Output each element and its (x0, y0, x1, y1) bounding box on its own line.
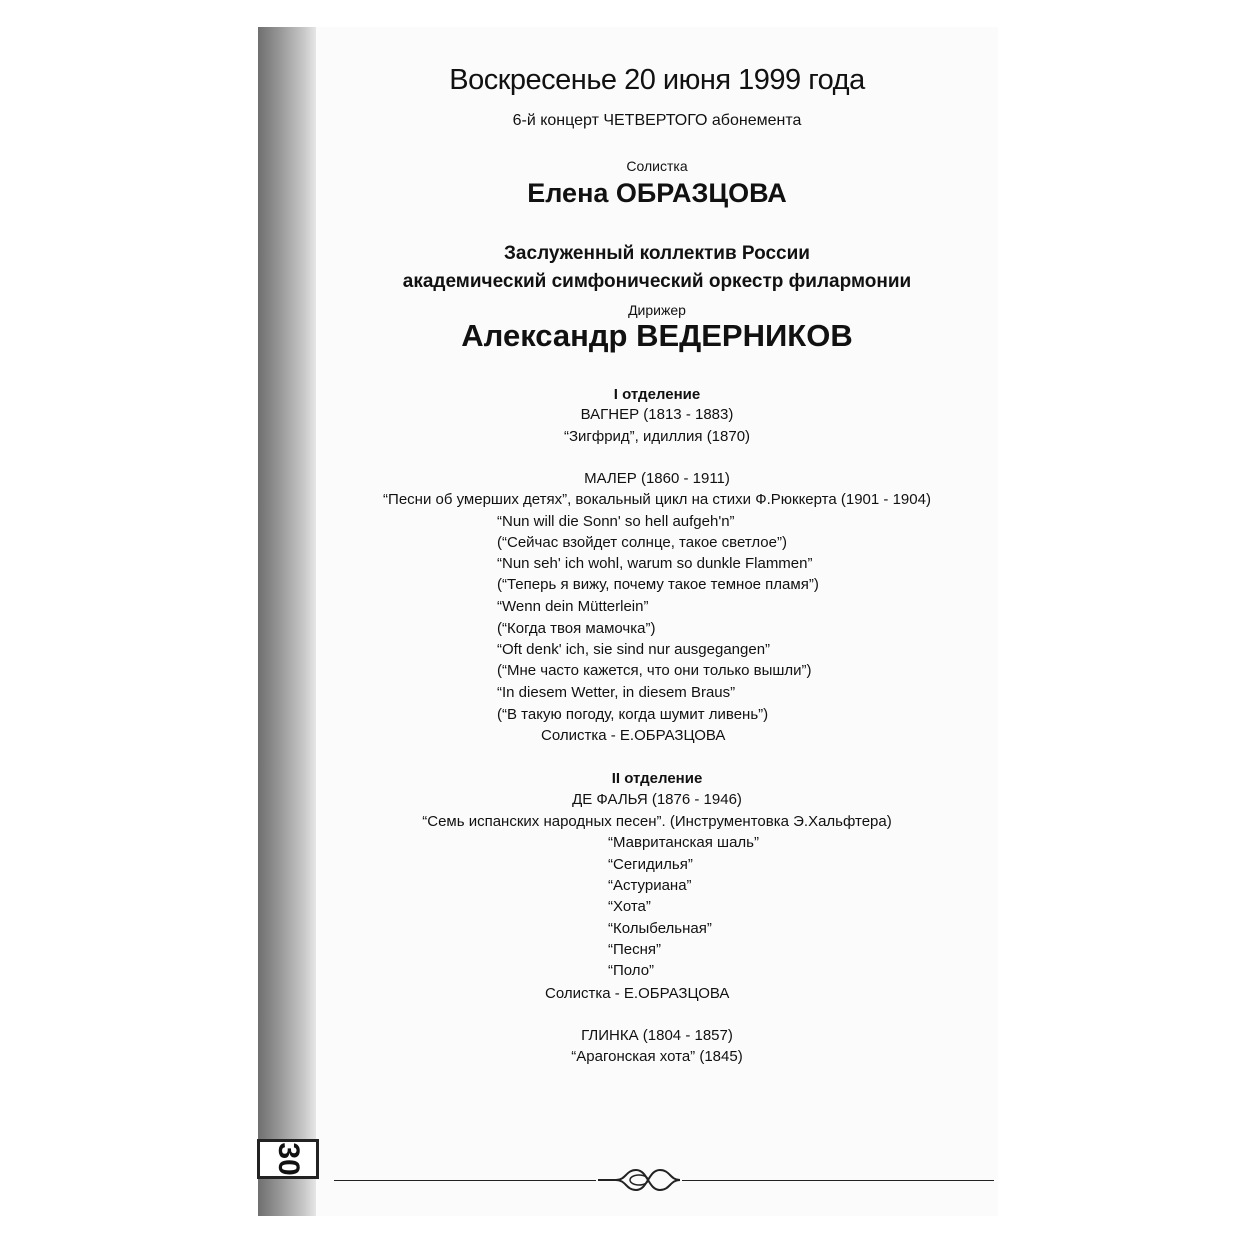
song-line: “Nun will die Sonn' so hell aufgeh'n” (497, 513, 735, 530)
song-line: “Oft denk' ich, sie sind nur ausgegangen” (497, 641, 771, 658)
song-line: “Колыбельная” (608, 920, 712, 937)
part2-work-aragonese-jota: “Арагонская хота” (1845) (571, 1048, 743, 1065)
song-line: “Поло” (608, 962, 655, 979)
footer-rule-left (334, 1180, 596, 1181)
flourish-ornament-icon (596, 1166, 682, 1194)
concert-date: Воскресенье 20 июня 1999 года (449, 64, 865, 96)
part1-work-siegfried: “Зигфрид”, идиллия (1870) (563, 428, 751, 445)
song-line: “In diesem Wetter, in diesem Braus” (497, 684, 736, 701)
song-line: (“Когда твоя мамочка”) (497, 620, 656, 637)
song-line: “Песня” (608, 941, 662, 958)
page-number: 30 (257, 1139, 319, 1179)
part1-composer-wagner: ВАГНЕР (1813 - 1883) (580, 406, 734, 423)
part2-soloist: Солистка - Е.ОБРАЗЦОВА (545, 985, 730, 1002)
orchestra-line-1: Заслуженный коллектив России (504, 243, 810, 264)
soloist-name: Елена ОБРАЗЦОВА (527, 178, 787, 208)
part1-soloist: Солистка - Е.ОБРАЗЦОВА (541, 727, 726, 744)
song-line: (“Теперь я вижу, почему такое темное пламя”) (497, 576, 819, 593)
song-line: “Хота” (608, 898, 651, 915)
footer-rule-right (682, 1180, 994, 1181)
part2-heading: II отделение (611, 770, 703, 787)
part1-heading: I отделение (613, 386, 701, 403)
part2-composer-glinka: ГЛИНКА (1804 - 1857) (581, 1027, 733, 1044)
song-line: “Астуриана” (608, 877, 692, 894)
subscription-line: 6-й концерт ЧЕТВЕРТОГО абонемента (512, 112, 802, 129)
song-line: “Nun seh' ich wohl, warum so dunkle Flammen” (497, 555, 813, 572)
song-line: (“Мне часто кажется, что они только вышли”) (497, 662, 812, 679)
song-line: (“Сейчас взойдет солнце, такое светлое”) (497, 534, 787, 551)
part2-work-spanish-songs: “Семь испанских народных песен”. (Инструментовка Э.Хальфтера) (422, 813, 892, 830)
song-line: (“В такую погоду, когда шумит ливень”) (497, 706, 769, 723)
orchestra-line-2: академический симфонический оркестр филармонии (402, 271, 912, 292)
conductor-name: Александр ВЕДЕРНИКОВ (461, 318, 853, 353)
conductor-label: Дирижер (628, 302, 686, 318)
soloist-label: Солистка (626, 158, 688, 174)
song-line: “Мавританская шаль” (608, 834, 759, 851)
part2-composer-de-falla: ДЕ ФАЛЬЯ (1876 - 1946) (572, 791, 742, 808)
part1-composer-mahler: МАЛЕР (1860 - 1911) (584, 470, 730, 487)
song-line: “Wenn dein Mütterlein” (497, 598, 649, 615)
part1-work-kindertotenlieder: “Песни об умерших детях”, вокальный цикл на стихи Ф.Рюккерта (1901 - 1904) (383, 491, 931, 508)
page-spine (258, 27, 316, 1216)
song-line: “Сегидилья” (608, 856, 693, 873)
